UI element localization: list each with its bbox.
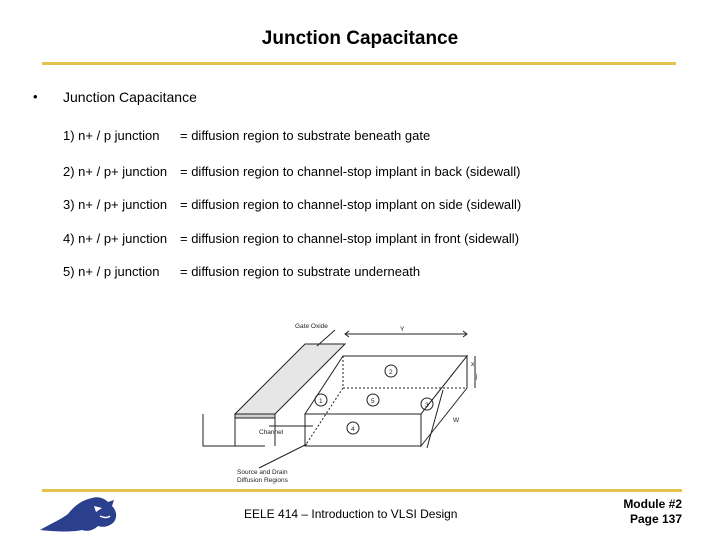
footer-page: Page 137	[629, 512, 682, 526]
marker-5-text: 5	[371, 398, 375, 405]
j-dimension-label: j	[476, 373, 478, 380]
slide-title: Junction Capacitance	[261, 28, 459, 49]
bullet-heading: Junction Capacitance	[63, 89, 197, 105]
bullet-marker: •	[33, 89, 38, 104]
footer-divider	[42, 489, 682, 492]
junction-item-label: 5) n+ / p junction	[63, 264, 160, 279]
junction-diagram	[195, 318, 485, 490]
substrate-outline	[203, 414, 235, 446]
junction-item	[63, 128, 430, 143]
marker-2-text: 2	[389, 369, 393, 376]
source-drain-label-1: Source and Drain	[237, 469, 288, 476]
junction-item	[63, 197, 521, 212]
marker-3-text: 3	[425, 402, 429, 409]
w-dimension-label: W	[453, 417, 460, 424]
junction-item-label: 3) n+ / p+ junction	[63, 197, 168, 212]
junction-item	[63, 264, 420, 279]
junction-item-desc: = diffusion region to channel-stop implant on side (sidewall)	[180, 197, 522, 212]
junction-item	[63, 164, 520, 179]
footer-module-info	[623, 497, 682, 527]
junction-item	[63, 231, 519, 246]
channel-label: Channel	[259, 429, 284, 436]
source-drain-leader	[259, 444, 307, 468]
junction-item-desc: = diffusion region to channel-stop implant in back (sidewall)	[180, 164, 521, 179]
gate-oxide-front	[235, 414, 275, 418]
junction-item-desc: = diffusion region to substrate underneath	[180, 264, 421, 279]
gate-oxide-label: Gate Oxide	[295, 323, 328, 330]
x-dimension-label: x	[471, 361, 475, 368]
footer-course-title: EELE 414 – Introduction to VLSI Design	[244, 507, 458, 521]
junction-item-label: 2) n+ / p+ junction	[63, 164, 168, 179]
bobcat-logo-icon	[38, 494, 120, 534]
marker-4-text: 4	[351, 426, 355, 433]
source-drain-label-2: Diffusion Regions	[237, 477, 288, 484]
y-dimension-label: Y	[400, 326, 405, 333]
title-divider	[42, 62, 676, 65]
marker-1-text: 1	[319, 398, 323, 405]
junction-item-desc: = diffusion region to channel-stop implant in front (sidewall)	[180, 231, 520, 246]
junction-item-desc: = diffusion region to substrate beneath gate	[180, 128, 431, 143]
junction-item-label: 1) n+ / p junction	[63, 128, 160, 143]
junction-item-label: 4) n+ / p+ junction	[63, 231, 168, 246]
footer-module: Module #2	[623, 497, 682, 511]
